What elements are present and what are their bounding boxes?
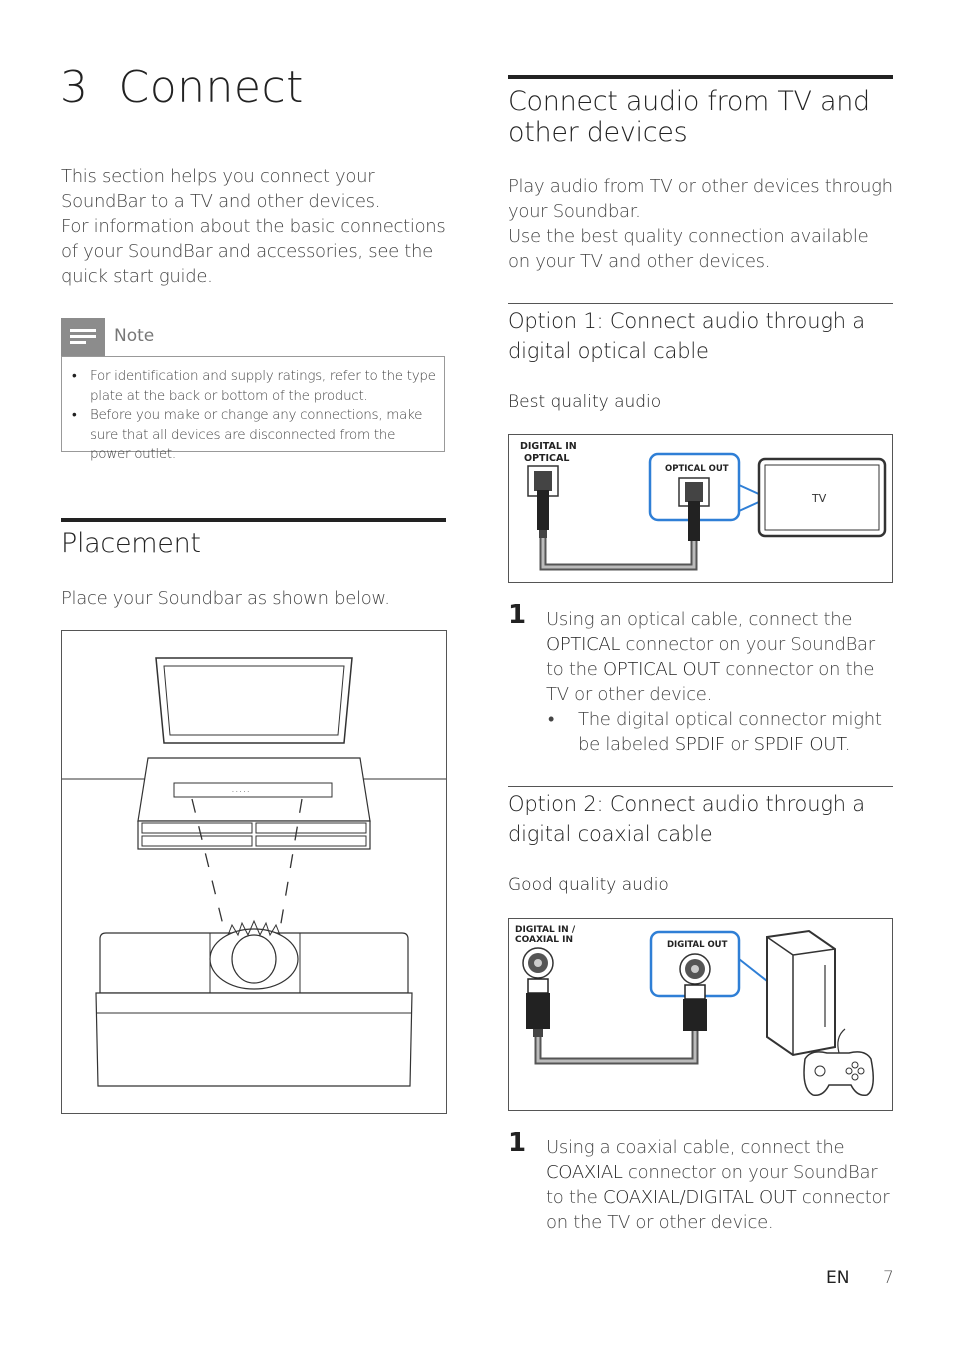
intro-text <box>61 164 446 289</box>
subsection-rule <box>508 303 893 304</box>
connector-name: SPDIF <box>674 734 725 755</box>
tv-illustration <box>156 658 352 743</box>
page-number: 7 <box>883 1268 894 1288</box>
person-illustration <box>210 921 298 989</box>
optical-port-left-label-2: OPTICAL <box>524 453 570 464</box>
option1-step-text <box>546 607 894 757</box>
step-text-part: connector on the TV or other device. <box>546 1187 890 1233</box>
intro-line-1: This section helps you connect your SoundBar to a TV and other devices. <box>61 166 381 212</box>
option1-quality: Best quality audio <box>508 392 662 412</box>
svg-text:· · · · ·: · · · · · <box>232 789 250 796</box>
note-label: Note <box>114 326 155 346</box>
connector-name: SPDIF OUT <box>753 734 845 755</box>
bullet-dot: • <box>548 709 555 730</box>
placement-illustration <box>62 631 446 1113</box>
chapter-name: Connect <box>118 62 304 113</box>
connect-audio-text <box>508 174 893 274</box>
subsection-rule <box>508 786 893 787</box>
note-icon <box>61 318 105 356</box>
step-text-part: connector on your SoundBar to the <box>546 1162 878 1208</box>
step-text-part: connector on your SoundBar to the <box>546 634 875 680</box>
option2-quality: Good quality audio <box>508 875 669 895</box>
section-rule <box>61 518 446 522</box>
option2-heading: Option 2: Connect audio through a digital coaxial cable <box>508 792 865 846</box>
coaxial-port-right-label: DIGITAL OUT <box>667 940 728 950</box>
optical-illustration <box>509 435 892 582</box>
bullet-text-part: . <box>844 734 851 755</box>
option1-heading: Option 1: Connect audio through a digital optical cable <box>508 309 865 363</box>
coaxial-port-left-label-1: DIGITAL IN / <box>515 925 576 935</box>
intro-line-2: For information about the basic connections of your SoundBar and accessories, see the quick start guide. <box>61 216 446 287</box>
section-rule <box>508 75 893 79</box>
connector-name: OPTICAL <box>546 634 621 655</box>
footer-language: EN <box>826 1268 850 1288</box>
connect-audio-heading: Connect audio from TV and other devices <box>508 86 870 148</box>
optical-port-right-label: OPTICAL OUT <box>665 464 729 474</box>
bullet-text-part: or <box>725 734 754 755</box>
cabinet-illustration <box>138 758 370 849</box>
connector-name: OPTICAL OUT <box>602 659 720 680</box>
option2-step-number: 1 <box>508 1128 527 1158</box>
connector-name: COAXIAL/DIGITAL OUT <box>602 1187 797 1208</box>
coaxial-port-left-label-2: COAXIAL IN <box>515 935 573 945</box>
option2-step-text <box>546 1135 894 1235</box>
chapter-number: 3 <box>60 62 89 113</box>
note-list <box>62 357 444 465</box>
placement-text: Place your Soundbar as shown below. <box>61 588 390 609</box>
connect-audio-para-2: Use the best quality connection available on your TV and other devices. <box>508 226 869 272</box>
placement-figure <box>61 630 447 1114</box>
chapter-title <box>60 62 304 113</box>
step-text-part: Using an optical cable, connect the <box>546 609 853 630</box>
coaxial-diagram <box>508 918 893 1111</box>
placement-heading: Placement <box>61 528 201 559</box>
optical-port-left-label-1: DIGITAL IN <box>520 441 577 452</box>
option1-step-number: 1 <box>508 600 527 630</box>
connect-audio-para-1: Play audio from TV or other devices through your Soundbar. <box>508 176 893 222</box>
optical-diagram <box>508 434 893 583</box>
connector-name: COAXIAL <box>546 1162 623 1183</box>
step-text-part: Using a coaxial cable, connect the <box>546 1137 845 1158</box>
option1-bullet <box>546 707 894 757</box>
optical-device-label: TV <box>812 492 827 505</box>
note-item: • Before you make or change any connections, make sure that all devices are disconnected from the power outlet. <box>90 406 438 465</box>
bullet-text-part: The digital optical connector might be labeled <box>578 709 882 755</box>
note-box <box>61 356 445 462</box>
coaxial-illustration <box>509 919 892 1110</box>
step-text-part: connector on the TV or other device. <box>546 659 875 705</box>
note-item: • For identification and supply ratings, refer to the type plate at the back or bottom of the product. <box>90 367 438 406</box>
